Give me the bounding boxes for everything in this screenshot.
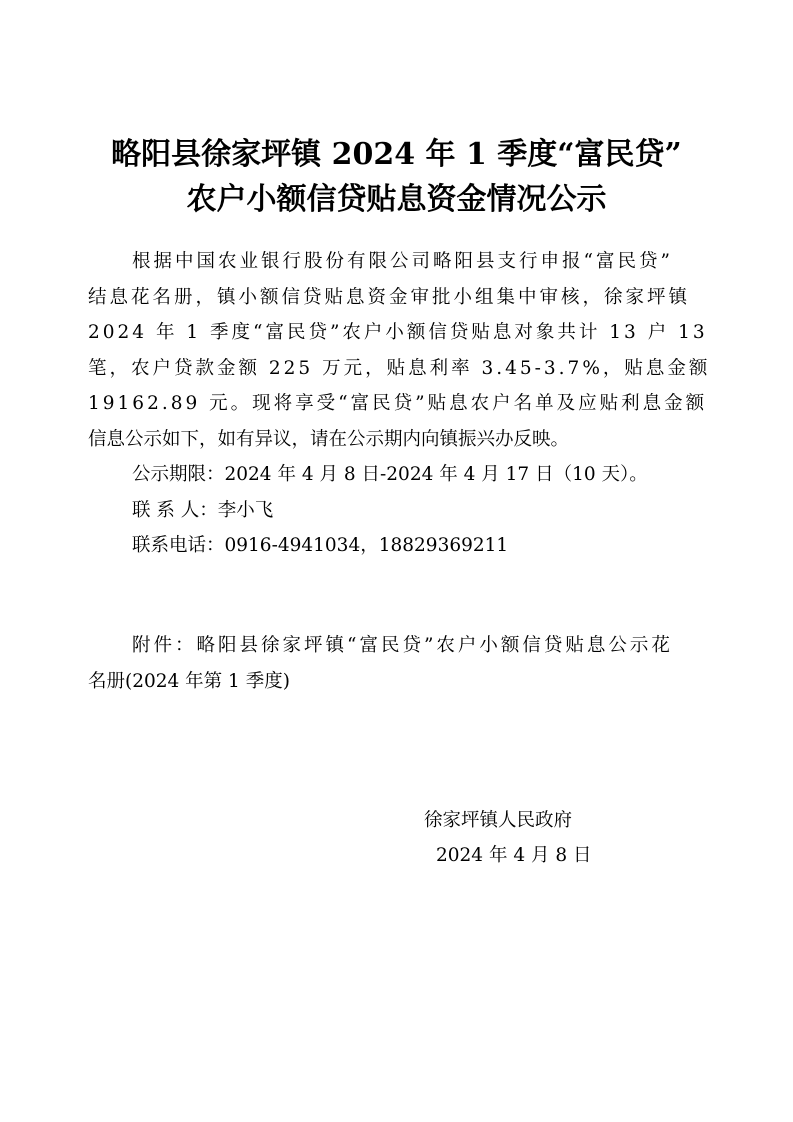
attachment-line-1: 附件：略阳县徐家坪镇“富民贷”农户小额信贷贴息公示花 (132, 635, 673, 656)
contact-person: 联 系 人：李小飞 (132, 500, 274, 521)
body-line-2: 结息花名册，镇小额信贷贴息资金审批小组集中审核，徐家坪镇 (88, 287, 691, 308)
document-title-line-2: 农户小额信贷贴息资金情况公示 (186, 182, 607, 217)
body-line-5: 19162.89 元。现将享受“富民贷”贴息农户名单及应贴利息金额 (88, 393, 708, 414)
body-line-1: 根据中国农业银行股份有限公司略阳县支行申报“富民贷” (132, 251, 673, 272)
body-line-3: 2024 年 1 季度“富民贷”农户小额信贷贴息对象共计 13 户 13 (88, 322, 708, 343)
body-line-6: 信息公示如下，如有异议，请在公示期内向镇振兴办反映。 (88, 429, 570, 450)
attachment-line-2: 名册(2024 年第 1 季度) (88, 671, 290, 692)
document-title-line-1: 略阳县徐家坪镇 2024 年 1 季度“富民贷” (111, 137, 682, 172)
contact-phone: 联系电话：0916-4941034，18829369211 (132, 535, 509, 556)
body-line-4: 笔，农户贷款金额 225 万元，贴息利率 3.45-3.7%，贴息金额 (88, 358, 711, 379)
signature-organization: 徐家坪镇人民政府 (424, 810, 573, 831)
notice-period: 公示期限：2024 年 4 月 8 日-2024 年 4 月 17 日（10 天）。 (132, 464, 648, 485)
signature-date: 2024 年 4 月 8 日 (436, 845, 592, 866)
